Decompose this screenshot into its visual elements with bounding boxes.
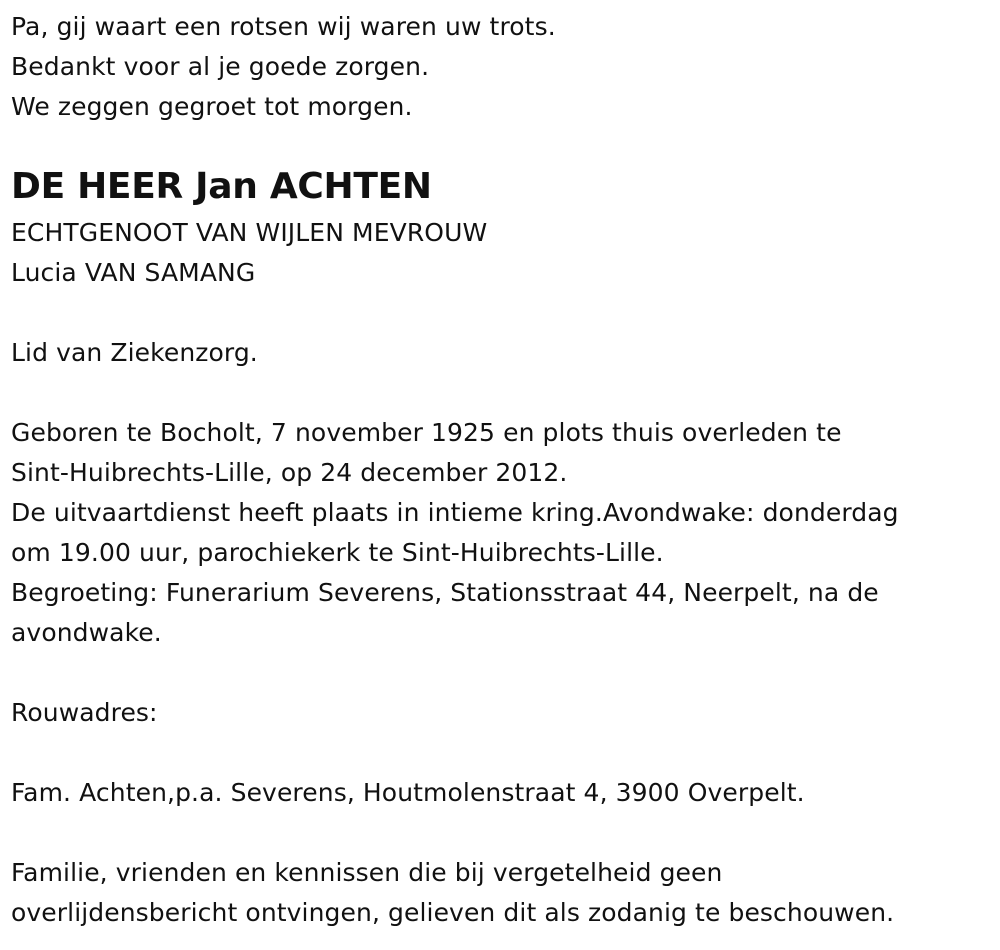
verse-line: Bedankt voor al je goede zorgen. <box>11 52 430 81</box>
spacer <box>11 373 991 413</box>
mourning-address-label: Rouwadres: <box>11 698 158 727</box>
spouse-line: Lucia VAN SAMANG <box>11 258 256 287</box>
closing-line: Familie, vrienden en kennissen die bij vergetelheid geen <box>11 858 723 887</box>
spacer <box>11 733 991 773</box>
verse-line: Pa, gij waart een rotsen wij waren uw trots. <box>11 12 556 41</box>
membership-text: Lid van Ziekenzorg. <box>11 338 258 367</box>
details-line: Sint-Huibrechts-Lille, op 24 december 2012. <box>11 458 568 487</box>
details-line: Geboren te Bocholt, 7 november 1925 en plots thuis overleden te <box>11 418 842 447</box>
spacer <box>11 653 991 693</box>
spouse-line: ECHTGENOOT VAN WIJLEN MEVROUW <box>11 218 488 247</box>
obituary-notice <box>11 7 991 933</box>
deceased-name-heading: DE HEER Jan ACHTEN <box>11 166 432 207</box>
details-line: om 19.00 uur, parochiekerk te Sint-Huibrechts-Lille. <box>11 538 664 567</box>
spacer <box>11 293 991 333</box>
details-line: avondwake. <box>11 618 162 647</box>
memorial-verse <box>11 7 991 127</box>
details-line: Begroeting: Funerarium Severens, Stationsstraat 44, Neerpelt, na de <box>11 578 879 607</box>
mourning-address: Fam. Achten,p.a. Severens, Houtmolenstraat 4, 3900 Overpelt. <box>11 778 805 807</box>
funeral-details <box>11 413 991 653</box>
details-line: De uitvaartdienst heeft plaats in intieme kring.Avondwake: donderdag <box>11 498 899 527</box>
closing-line: overlijdensbericht ontvingen, gelieven dit als zodanig te beschouwen. <box>11 898 895 927</box>
verse-line: We zeggen gegroet tot morgen. <box>11 92 413 121</box>
spouse-info <box>11 213 991 293</box>
closing-note <box>11 853 991 933</box>
spacer <box>11 813 991 853</box>
